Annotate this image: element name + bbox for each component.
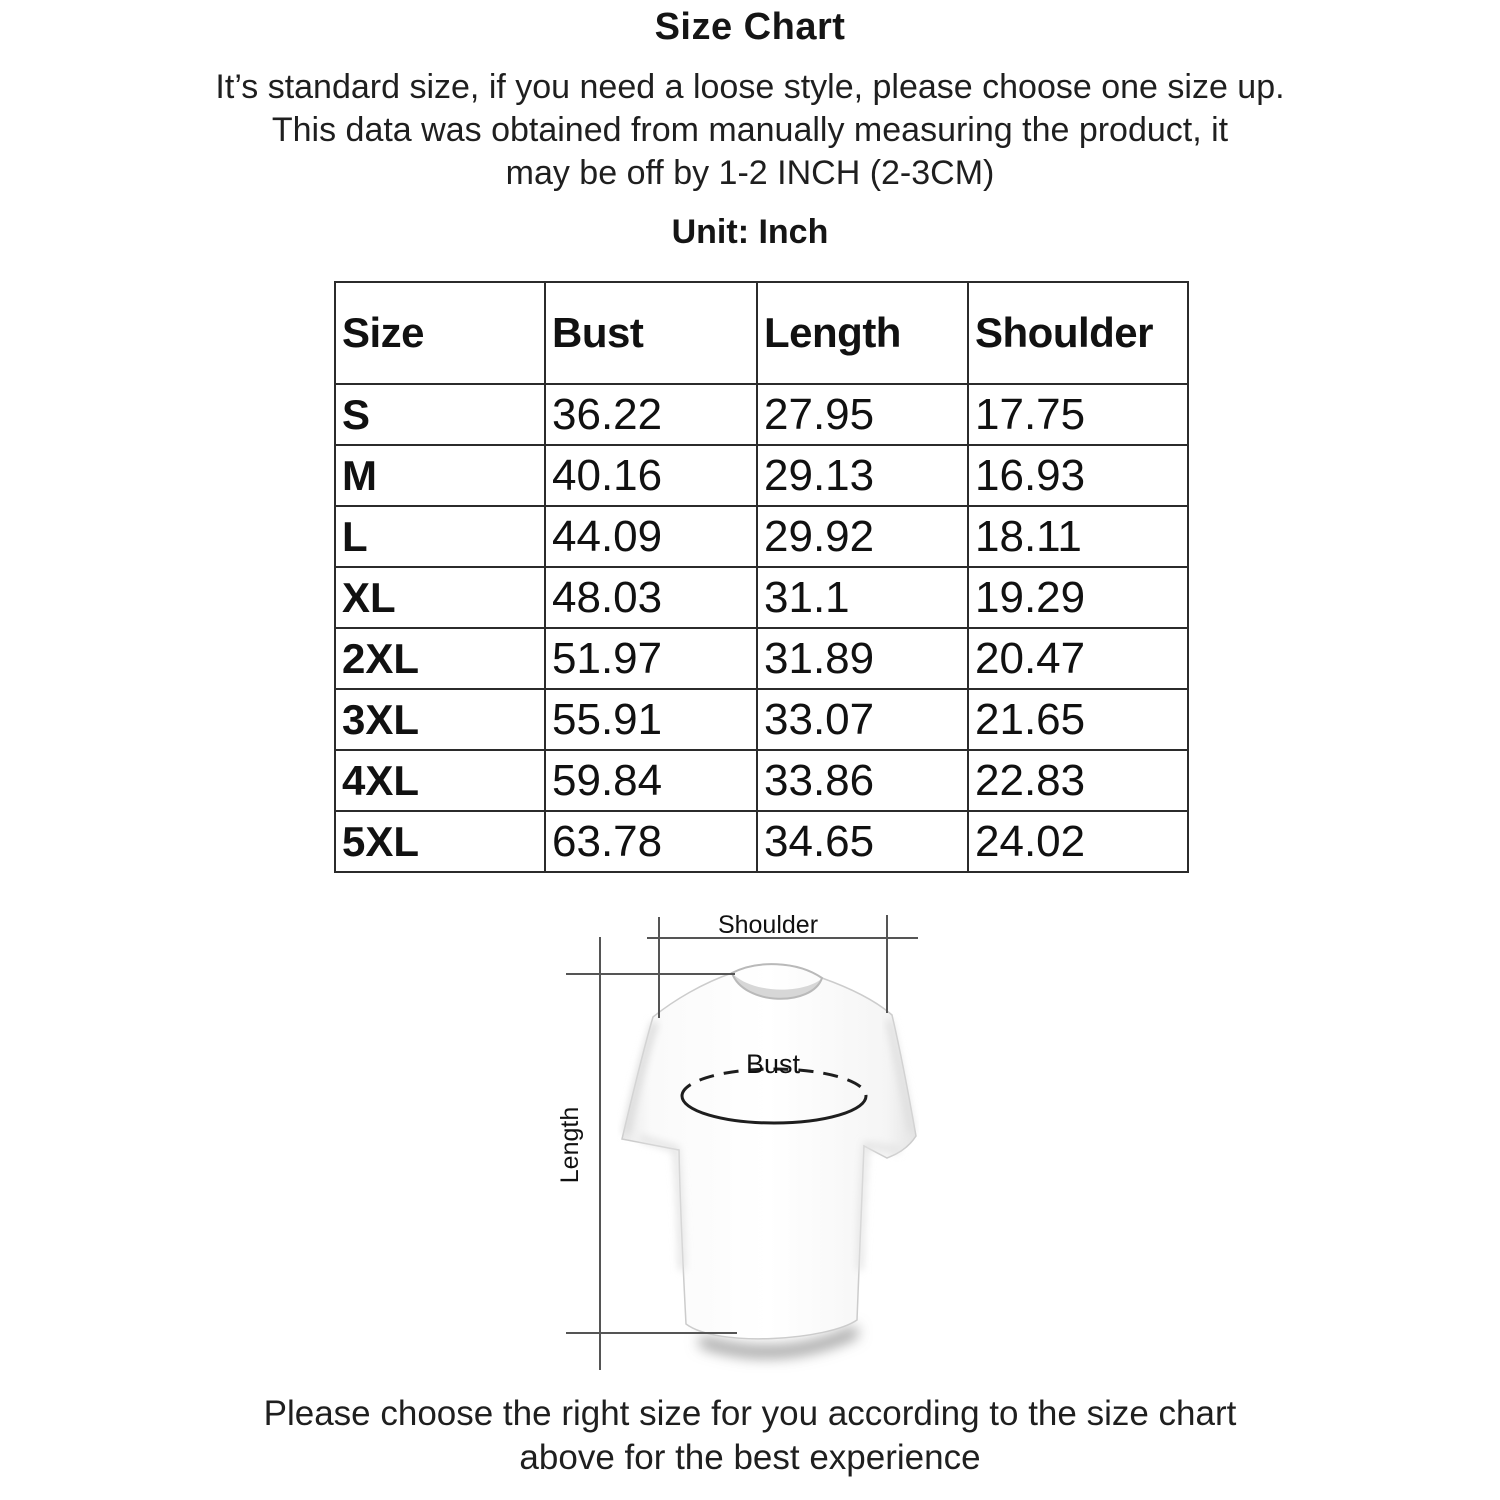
size-value: S bbox=[335, 384, 545, 445]
footer-note bbox=[0, 1392, 1500, 1480]
col-header-length: Length bbox=[757, 282, 968, 384]
shoulder-value: 16.93 bbox=[968, 445, 1188, 506]
table-row bbox=[335, 506, 1188, 567]
bust-value: 44.09 bbox=[545, 506, 757, 567]
length-value: 33.86 bbox=[757, 750, 968, 811]
shoulder-value: 21.65 bbox=[968, 689, 1188, 750]
length-diagram-label: Length bbox=[556, 1106, 584, 1184]
table-row bbox=[335, 384, 1188, 445]
page-title: Size Chart bbox=[654, 6, 846, 48]
shoulder-value: 20.47 bbox=[968, 628, 1188, 689]
length-value: 34.65 bbox=[757, 811, 968, 872]
bust-value: 51.97 bbox=[545, 628, 757, 689]
size-note-line-2: This data was obtained from manually measuring the product, it bbox=[271, 111, 1229, 149]
armpit-shade-left bbox=[640, 1138, 682, 1270]
bust-value: 40.16 bbox=[545, 445, 757, 506]
bust-value: 55.91 bbox=[545, 689, 757, 750]
length-value: 31.89 bbox=[757, 628, 968, 689]
col-header-bust: Bust bbox=[545, 282, 757, 384]
length-value: 33.07 bbox=[757, 689, 968, 750]
bust-value: 48.03 bbox=[545, 567, 757, 628]
unit-label: Unit: Inch bbox=[671, 213, 829, 251]
size-value: 2XL bbox=[335, 628, 545, 689]
bust-value: 36.22 bbox=[545, 384, 757, 445]
shoulder-value: 18.11 bbox=[968, 506, 1188, 567]
shoulder-value: 22.83 bbox=[968, 750, 1188, 811]
table-row bbox=[335, 445, 1188, 506]
armpit-shade-right bbox=[860, 1145, 900, 1270]
footer-line-1: Please choose the right size for you according to the size chart bbox=[263, 1394, 1237, 1433]
footer-line-2: above for the best experience bbox=[519, 1438, 981, 1477]
size-note-line-3: may be off by 1-2 INCH (2-3CM) bbox=[505, 154, 995, 192]
size-value: 4XL bbox=[335, 750, 545, 811]
size-note-line-1: It’s standard size, if you need a loose style, please choose one size up. bbox=[215, 68, 1285, 106]
shoulder-value: 17.75 bbox=[968, 384, 1188, 445]
tshirt-measurement-diagram bbox=[555, 895, 960, 1385]
tshirt-body bbox=[622, 964, 916, 1339]
table-header-row bbox=[335, 282, 1188, 384]
size-chart-table bbox=[334, 281, 1189, 873]
length-value: 29.92 bbox=[757, 506, 968, 567]
size-value: XL bbox=[335, 567, 545, 628]
length-value: 29.13 bbox=[757, 445, 968, 506]
table-row bbox=[335, 750, 1188, 811]
size-note-paragraph bbox=[0, 66, 1500, 195]
size-value: 3XL bbox=[335, 689, 545, 750]
table-row bbox=[335, 689, 1188, 750]
shoulder-value: 19.29 bbox=[968, 567, 1188, 628]
table-row bbox=[335, 567, 1188, 628]
bust-value: 63.78 bbox=[545, 811, 757, 872]
shoulder-diagram-label: Shoulder bbox=[717, 911, 819, 939]
table-row bbox=[335, 628, 1188, 689]
bust-diagram-label: Bust bbox=[745, 1049, 801, 1079]
size-value: L bbox=[335, 506, 545, 567]
length-value: 31.1 bbox=[757, 567, 968, 628]
shoulder-value: 24.02 bbox=[968, 811, 1188, 872]
length-value: 27.95 bbox=[757, 384, 968, 445]
size-value: 5XL bbox=[335, 811, 545, 872]
size-value: M bbox=[335, 445, 545, 506]
col-header-size: Size bbox=[335, 282, 545, 384]
bust-value: 59.84 bbox=[545, 750, 757, 811]
col-header-shoulder: Shoulder bbox=[968, 282, 1188, 384]
table-row bbox=[335, 811, 1188, 872]
